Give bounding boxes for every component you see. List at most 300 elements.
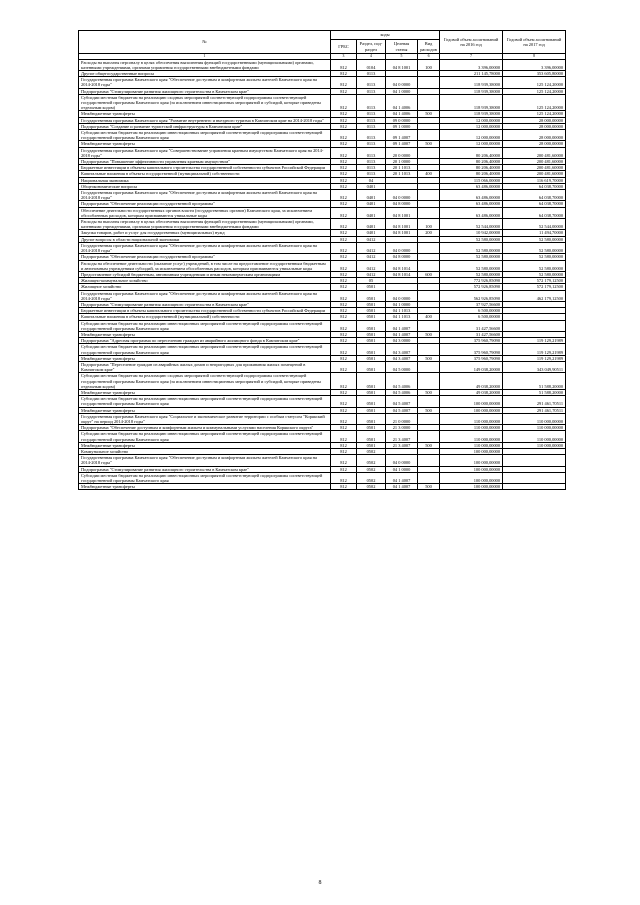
row-amount-2016: 149 038,20000 — [440, 361, 503, 372]
row-type: 500 — [418, 141, 440, 147]
row-name: Государственная программа Камчатского края "Обеспечение доступным и комфортным жильем жителей Камчатского края на 2014-2018 годы" — [79, 455, 331, 466]
row-amount-2017: 116 619,70000 — [503, 177, 566, 183]
row-type: 500 — [418, 331, 440, 337]
row-amount-2016: 80 206,40000 — [440, 165, 503, 171]
row-name: Жилищное хозяйство — [79, 284, 331, 290]
row-amount-2016: 63 486,00000 — [440, 183, 503, 189]
row-type — [418, 77, 440, 88]
row-grbs: 812 — [331, 442, 357, 448]
row-section: 0113 — [357, 165, 386, 171]
table-row — [79, 373, 566, 390]
row-grbs: 812 — [331, 278, 357, 284]
row-amount-2017: 125 124,20000 — [503, 94, 566, 111]
row-target: 04 3 4007 — [386, 344, 418, 355]
row-amount-2016: 375 960,79090 — [440, 344, 503, 355]
row-amount-2016: 31 427,56600 — [440, 320, 503, 331]
row-amount-2016: 118 939,38000 — [440, 94, 503, 111]
row-amount-2016: 110 000,00000 — [440, 425, 503, 431]
row-target: 04 3 4007 — [386, 355, 418, 361]
row-section: 0501 — [357, 431, 386, 442]
row-section: 0113 — [357, 88, 386, 94]
row-grbs: 812 — [331, 177, 357, 183]
row-amount-2016: 31 427,56600 — [440, 331, 503, 337]
row-amount-2017: 64 038,70000 — [503, 190, 566, 201]
row-name: Расходы на обеспечение деятельности (оказание услуг) учреждений, в том числе на предоставление государственным бюджетным и автономным учреждениям субсидий, за исключением обособленных расходов, которым присваиваются уникальные коды — [79, 260, 331, 271]
row-amount-2016: 63 486,00000 — [440, 207, 503, 218]
row-target: 21 3 4007 — [386, 442, 418, 448]
row-section: 0104 — [357, 59, 386, 70]
header-grbs: ГРБС — [331, 40, 357, 54]
row-type: 500 — [418, 355, 440, 361]
row-type — [418, 344, 440, 355]
row-target: 04 8 1001 — [386, 207, 418, 218]
row-section: 0412 — [357, 254, 386, 260]
table-row — [79, 308, 566, 314]
row-amount-2016: 52 580,00000 — [440, 254, 503, 260]
row-name: Подпрограмма "Стимулирование развития жилищного строительства в Камчатском крае" — [79, 466, 331, 472]
row-target: 09 1 0000 — [386, 123, 418, 129]
row-amount-2017: 28 000,00000 — [503, 117, 566, 123]
table-row — [79, 219, 566, 230]
row-amount-2017: 343 049,90511 — [503, 361, 566, 372]
row-amount-2016: 37 927,56600 — [440, 301, 503, 307]
row-amount-2016: 772 926,85090 — [440, 278, 503, 284]
row-section: 0501 — [357, 314, 386, 320]
row-grbs: 812 — [331, 207, 357, 218]
row-amount-2017: 64 038,70000 — [503, 201, 566, 207]
row-amount-2016: 49 038,20000 — [440, 373, 503, 390]
table-row — [79, 320, 566, 331]
row-grbs: 812 — [331, 88, 357, 94]
row-grbs: 812 — [331, 111, 357, 117]
row-amount-2016: 6 500,00000 — [440, 314, 503, 320]
row-name: Субсидии местным бюджетам на реализацию инвестиционных мероприятий соответствующей подпрограммы соответствующей государственной программы Камчатского края — [79, 396, 331, 407]
row-section: 0113 — [357, 141, 386, 147]
row-grbs: 812 — [331, 314, 357, 320]
row-target: 04 8 1001 — [386, 59, 418, 70]
index-cell: 7 — [440, 54, 503, 60]
row-section: 0113 — [357, 71, 386, 77]
row-name: Подпрограмма "Стимулирование развития жилищного строительства в Камчатском крае" — [79, 301, 331, 307]
row-amount-2016: 63 486,00000 — [440, 201, 503, 207]
row-target: 04 1 4007 — [386, 331, 418, 337]
row-type — [418, 373, 440, 390]
row-amount-2016: 80 206,40000 — [440, 171, 503, 177]
row-type — [418, 207, 440, 218]
row-grbs: 812 — [331, 242, 357, 253]
row-amount-2016: 80 206,40000 — [440, 147, 503, 158]
row-amount-2016: 3 396,00000 — [440, 59, 503, 70]
row-amount-2017: 462 179,12500 — [503, 290, 566, 301]
table-row — [79, 290, 566, 301]
row-grbs: 812 — [331, 159, 357, 165]
row-type — [418, 147, 440, 158]
row-type — [418, 130, 440, 141]
row-name: Подпрограмма "Повышение эффективности управления краевым имуществом" — [79, 159, 331, 165]
row-grbs: 812 — [331, 59, 357, 70]
row-amount-2017: 200 481,60000 — [503, 171, 566, 177]
row-amount-2017: 64 038,70000 — [503, 183, 566, 189]
row-name: Другие общегосударственные вопросы — [79, 71, 331, 77]
row-section: 0113 — [357, 159, 386, 165]
row-amount-2016: 118 939,38000 — [440, 88, 503, 94]
table-row — [79, 147, 566, 158]
row-name: Государственная программа Камчатского края "Обеспечение доступным и комфортным жильем жителей Камчатского края на 2014-2018 годы" — [79, 77, 331, 88]
row-amount-2017: 51 588,20000 — [503, 373, 566, 390]
row-amount-2016: 115 066,00000 — [440, 177, 503, 183]
row-amount-2017: 353 605,80000 — [503, 71, 566, 77]
row-grbs: 812 — [331, 230, 357, 236]
row-target: 21 3 4007 — [386, 431, 418, 442]
row-type: 500 — [418, 111, 440, 117]
row-target: 04 1 0000 — [386, 88, 418, 94]
row-target: 20 1 0000 — [386, 159, 418, 165]
index-cell: 1 — [79, 54, 331, 60]
row-target: 04 5 0000 — [386, 361, 418, 372]
row-section: 0502 — [357, 449, 386, 455]
row-section: 0501 — [357, 355, 386, 361]
row-type — [418, 94, 440, 111]
row-name: Закупка товаров, работ и услуг для государственных (муниципальных) нужд — [79, 230, 331, 236]
row-grbs: 812 — [331, 455, 357, 466]
row-amount-2016: 52 580,00000 — [440, 242, 503, 253]
row-amount-2016: 100 000,00000 — [440, 484, 503, 490]
row-amount-2017: 51 588,20000 — [503, 389, 566, 395]
header-target: Целевая статья — [386, 40, 418, 54]
row-amount-2017: 119 129,21989 — [503, 338, 566, 344]
row-section: 0501 — [357, 290, 386, 301]
row-section: 0401 — [357, 190, 386, 201]
header-codes: коды — [331, 31, 440, 40]
row-grbs: 812 — [331, 338, 357, 344]
row-section: 0502 — [357, 455, 386, 466]
row-type — [418, 190, 440, 201]
budget-table — [78, 30, 566, 490]
row-target: 04 1 4006 — [386, 111, 418, 117]
row-name: Межбюджетные трансферты — [79, 331, 331, 337]
row-grbs: 812 — [331, 183, 357, 189]
row-name: Межбюджетные трансферты — [79, 442, 331, 448]
row-name: Общеэкономические вопросы — [79, 183, 331, 189]
row-name: Государственная программа Камчатского края "Обеспечение доступным и комфортным жильем жителей Камчатского края на 2014-2018 годы" — [79, 290, 331, 301]
row-grbs: 812 — [331, 141, 357, 147]
row-grbs: 812 — [331, 260, 357, 271]
table-row — [79, 484, 566, 490]
row-type: 500 — [418, 407, 440, 413]
row-name: Предоставление субсидий бюджетным, автономным учреждениям и иным некоммерческим организациям — [79, 271, 331, 277]
table-row — [79, 77, 566, 88]
row-amount-2016: 6 500,00000 — [440, 308, 503, 314]
row-grbs: 812 — [331, 320, 357, 331]
row-grbs: 812 — [331, 425, 357, 431]
index-cell: 3 — [331, 54, 357, 60]
row-name: Субсидии местным бюджетам на реализацию сходных мероприятий соответствующей подпрограммы соответствующей государственной программы Камчатского края (за исключением инвестиционных мероприятий и субсидий, которые приведены отдельным кодом) — [79, 373, 331, 390]
row-section: 0113 — [357, 94, 386, 111]
row-amount-2016: 12 000,00000 — [440, 123, 503, 129]
row-grbs: 812 — [331, 71, 357, 77]
table-row — [79, 344, 566, 355]
row-name: Государственная программа Камчатского края "Социальное и экономическое развитие территории с особым статусом "Корякский округ" на период 2014-2018 годы" — [79, 413, 331, 424]
header-year-2016: Годовой объем ассигнований на 2016 год — [440, 31, 503, 54]
row-section: 0501 — [357, 331, 386, 337]
table-body — [79, 59, 566, 490]
row-amount-2016: 118 939,38000 — [440, 111, 503, 117]
row-name: Субсидии местным бюджетам на реализацию инвестиционных мероприятий соответствующей подпрограммы соответствующей государственной программы Камчатского края — [79, 320, 331, 331]
page-number: 8 — [318, 880, 322, 886]
row-name: Субсидии местным бюджетам на реализацию инвестиционных мероприятий соответствующей подпрограммы соответствующей государственной программы Камчатского края — [79, 344, 331, 355]
row-grbs: 812 — [331, 344, 357, 355]
table-row — [79, 94, 566, 111]
row-target: 20 1 1013 — [386, 171, 418, 177]
row-grbs: 812 — [331, 472, 357, 483]
index-cell: 4 — [357, 54, 386, 60]
row-section: 0501 — [357, 425, 386, 431]
row-target: 04 0 0000 — [386, 190, 418, 201]
row-amount-2016: 100 000,00000 — [440, 455, 503, 466]
row-grbs: 812 — [331, 484, 357, 490]
row-target: 21 3 0000 — [386, 425, 418, 431]
row-type — [418, 472, 440, 483]
row-amount-2017: 200 481,60000 — [503, 147, 566, 158]
row-amount-2016: 52 580,00000 — [440, 236, 503, 242]
row-name: Коммунальное хозяйство — [79, 449, 331, 455]
row-grbs: 812 — [331, 171, 357, 177]
table-row — [79, 396, 566, 407]
row-section: 0412 — [357, 260, 386, 271]
row-amount-2017: 119 129,21989 — [503, 344, 566, 355]
row-name: Расходы на выплаты персоналу в целях обеспечения выполнения функций государственными (муниципальными) органами, казенными учреждениями, органами управления государственными внебюджетными фондами — [79, 219, 331, 230]
row-section: 0113 — [357, 171, 386, 177]
row-amount-2017: 52 580,00000 — [503, 271, 566, 277]
row-target: 04 1 4006 — [386, 94, 418, 111]
index-cell: 5 — [386, 54, 418, 60]
row-amount-2017 — [503, 455, 566, 466]
document-page — [78, 30, 565, 490]
row-section: 0113 — [357, 147, 386, 158]
row-target: 09 1 4007 — [386, 141, 418, 147]
row-amount-2016: 100 000,00000 — [440, 449, 503, 455]
row-section: 0113 — [357, 77, 386, 88]
row-target: 04 1 1013 — [386, 308, 418, 314]
row-target: 04 8 1014 — [386, 260, 418, 271]
table-row — [79, 59, 566, 70]
row-amount-2017: 52 580,00000 — [503, 254, 566, 260]
row-type: 400 — [418, 314, 440, 320]
table-row — [79, 260, 566, 271]
table-row — [79, 165, 566, 171]
row-name: Государственная программа Камчатского края "Обеспечение доступным и комфортным жильем жителей Камчатского края на 2014-2018 годы" — [79, 242, 331, 253]
row-amount-2016: 110 000,00000 — [440, 413, 503, 424]
row-amount-2017: 52 580,00000 — [503, 242, 566, 253]
row-grbs: 812 — [331, 219, 357, 230]
row-section: 0501 — [357, 284, 386, 290]
row-type: 400 — [418, 171, 440, 177]
row-target: 04 8 1001 — [386, 219, 418, 230]
row-section: 0502 — [357, 472, 386, 483]
row-target: 04 5 4006 — [386, 373, 418, 390]
row-type: 100 — [418, 59, 440, 70]
row-amount-2016: 10 942,00000 — [440, 230, 503, 236]
row-name: Национальная экономика — [79, 177, 331, 183]
table-row — [79, 413, 566, 424]
row-amount-2017: 52 580,00000 — [503, 236, 566, 242]
row-target: 04 8 0000 — [386, 201, 418, 207]
row-amount-2017: 28 000,00000 — [503, 123, 566, 129]
row-target: 04 1 4007 — [386, 320, 418, 331]
row-target: 09 0 0000 — [386, 117, 418, 123]
row-target: 04 0 0000 — [386, 290, 418, 301]
row-name: Подпрограмма "Создание и развитие туристской инфраструктуры в Камчатском крае" — [79, 123, 331, 129]
row-section: 0501 — [357, 308, 386, 314]
row-target: 20 0 0000 — [386, 147, 418, 158]
row-name: Межбюджетные трансферты — [79, 355, 331, 361]
header-section: Раздел, под-раздел — [357, 40, 386, 54]
row-amount-2017: 52 544,00000 — [503, 219, 566, 230]
row-target: 04 0 0000 — [386, 455, 418, 466]
row-target: 04 1 4007 — [386, 484, 418, 490]
row-target: 04 1 0000 — [386, 466, 418, 472]
row-grbs: 812 — [331, 147, 357, 158]
row-grbs: 812 — [331, 284, 357, 290]
row-grbs: 812 — [331, 201, 357, 207]
row-section: 0113 — [357, 111, 386, 117]
row-section: 0412 — [357, 242, 386, 253]
row-section: 0501 — [357, 338, 386, 344]
row-type: 500 — [418, 442, 440, 448]
row-grbs: 812 — [331, 301, 357, 307]
row-amount-2017: 125 124,20000 — [503, 111, 566, 117]
row-amount-2017: 572 179,12500 — [503, 278, 566, 284]
row-amount-2016: 572 926,85090 — [440, 284, 503, 290]
row-amount-2017: 52 580,00000 — [503, 260, 566, 271]
row-type: 100 — [418, 219, 440, 230]
row-amount-2017: 125 124,20000 — [503, 77, 566, 88]
row-grbs: 812 — [331, 413, 357, 424]
row-name: Субсидии местным бюджетам на реализацию инвестиционных мероприятий соответствующей подпрограммы соответствующей государственной программы Камчатского края — [79, 431, 331, 442]
row-grbs: 812 — [331, 373, 357, 390]
row-name: Подпрограмма "Обеспечение доступным и комфортным жильем и коммунальными услугами населения Корякского округа" — [79, 425, 331, 431]
row-section: 0401 — [357, 230, 386, 236]
row-grbs: 812 — [331, 331, 357, 337]
row-amount-2017: 200 481,60000 — [503, 165, 566, 171]
row-target: 04 8 1014 — [386, 271, 418, 277]
row-amount-2017 — [503, 472, 566, 483]
row-amount-2016: 211 145,78000 — [440, 71, 503, 77]
row-section: 0501 — [357, 361, 386, 372]
row-amount-2016: 80 206,40000 — [440, 159, 503, 165]
row-section: 0502 — [357, 484, 386, 490]
table-row — [79, 190, 566, 201]
row-type: 500 — [418, 484, 440, 490]
row-amount-2016: 375 960,79090 — [440, 355, 503, 361]
row-amount-2016: 100 000,00000 — [440, 466, 503, 472]
row-section: 0501 — [357, 396, 386, 407]
row-amount-2017: 119 129,21989 — [503, 355, 566, 361]
row-amount-2016: 110 000,00000 — [440, 442, 503, 448]
row-section: 0412 — [357, 236, 386, 242]
row-amount-2017: 28 000,00000 — [503, 141, 566, 147]
row-name: Субсидии местным бюджетам на реализацию инвестиционных мероприятий соответствующей подпрограммы соответствующей государственной программы Камчатского края — [79, 130, 331, 141]
row-name: Межбюджетные трансферты — [79, 389, 331, 395]
row-name: Расходы на выплаты персоналу в целях обеспечения выполнения функций государственными (муниципальными) органами, казенными учреждениями, органами управления государственными внебюджетными фондами — [79, 59, 331, 70]
row-amount-2017: 110 000,00000 — [503, 442, 566, 448]
row-type — [418, 290, 440, 301]
row-name: Обеспечение деятельности государственных органов власти (государственных органов) Камчатского края, за исключением обособленных расходов, которым присваиваются уникальные коды — [79, 207, 331, 218]
header-num: № — [79, 31, 331, 54]
row-grbs: 812 — [331, 254, 357, 260]
row-amount-2017: 291 461,70511 — [503, 396, 566, 407]
row-amount-2017: 572 179,12500 — [503, 284, 566, 290]
row-amount-2016: 12 000,00000 — [440, 141, 503, 147]
row-grbs: 812 — [331, 165, 357, 171]
row-target: 04 3 0000 — [386, 338, 418, 344]
row-section: 0113 — [357, 117, 386, 123]
row-name: Подпрограмма "Обеспечение реализации государственной программы" — [79, 201, 331, 207]
row-amount-2016: 100 000,00000 — [440, 396, 503, 407]
row-name: Капитальные вложения в объекты государственной (муниципальной) собственности — [79, 171, 331, 177]
row-type — [418, 260, 440, 271]
row-section: 0401 — [357, 183, 386, 189]
row-section: 0401 — [357, 207, 386, 218]
row-target: 04 5 4006 — [386, 389, 418, 395]
row-target: 04 1 1013 — [386, 314, 418, 320]
row-amount-2016: 49 038,20000 — [440, 389, 503, 395]
index-cell: 8 — [503, 54, 566, 60]
header-year-2017: Годовой объем ассигнований на 2017 год — [503, 31, 566, 54]
row-name: Межбюджетные трансферты — [79, 484, 331, 490]
row-name: Подпрограмма "Адресная программа по переселению граждан из аварийного жилищного фонда в Камчатском крае" — [79, 338, 331, 344]
row-type: 200 — [418, 230, 440, 236]
row-amount-2016: 63 486,00000 — [440, 190, 503, 201]
row-amount-2017 — [503, 320, 566, 331]
row-name: Жилищно-коммунальное хозяйство — [79, 278, 331, 284]
row-target: 04 0 0000 — [386, 77, 418, 88]
row-grbs: 812 — [331, 290, 357, 301]
row-section: 0113 — [357, 130, 386, 141]
row-amount-2016: 110 000,00000 — [440, 431, 503, 442]
row-amount-2016: 118 939,38000 — [440, 77, 503, 88]
row-amount-2017: 110 000,00000 — [503, 413, 566, 424]
table-row — [79, 130, 566, 141]
table-row — [79, 431, 566, 442]
row-amount-2017: 125 124,20000 — [503, 88, 566, 94]
row-amount-2016: 12 000,00000 — [440, 117, 503, 123]
row-section: 0501 — [357, 389, 386, 395]
row-type — [418, 361, 440, 372]
row-type: 500 — [418, 389, 440, 395]
row-grbs: 812 — [331, 389, 357, 395]
row-amount-2016: 100 000,00000 — [440, 472, 503, 483]
row-amount-2016: 52 580,00000 — [440, 260, 503, 271]
row-type — [418, 431, 440, 442]
row-section: 05 — [357, 278, 386, 284]
row-amount-2016: 52 544,00000 — [440, 219, 503, 230]
row-name: Субсидии местным бюджетам на реализацию инвестиционных мероприятий соответствующей подпрограммы соответствующей государственной программы Камчатского края — [79, 472, 331, 483]
row-target: 04 5 4007 — [386, 396, 418, 407]
row-amount-2017: 110 000,00000 — [503, 425, 566, 431]
row-name: Бюджетные инвестиции в объекты капитального строительства государственной собственности субъектов Российской Федерации — [79, 165, 331, 171]
row-section: 0401 — [357, 219, 386, 230]
row-name: Бюджетные инвестиции в объекты капитального строительства государственной собственности субъектов Российской Федерации — [79, 308, 331, 314]
row-amount-2016: 100 000,00000 — [440, 407, 503, 413]
row-section: 0501 — [357, 320, 386, 331]
table-row — [79, 361, 566, 372]
table-row — [79, 455, 566, 466]
row-grbs: 812 — [331, 431, 357, 442]
row-section: 0501 — [357, 373, 386, 390]
row-type: 600 — [418, 271, 440, 277]
table-header — [79, 31, 566, 60]
